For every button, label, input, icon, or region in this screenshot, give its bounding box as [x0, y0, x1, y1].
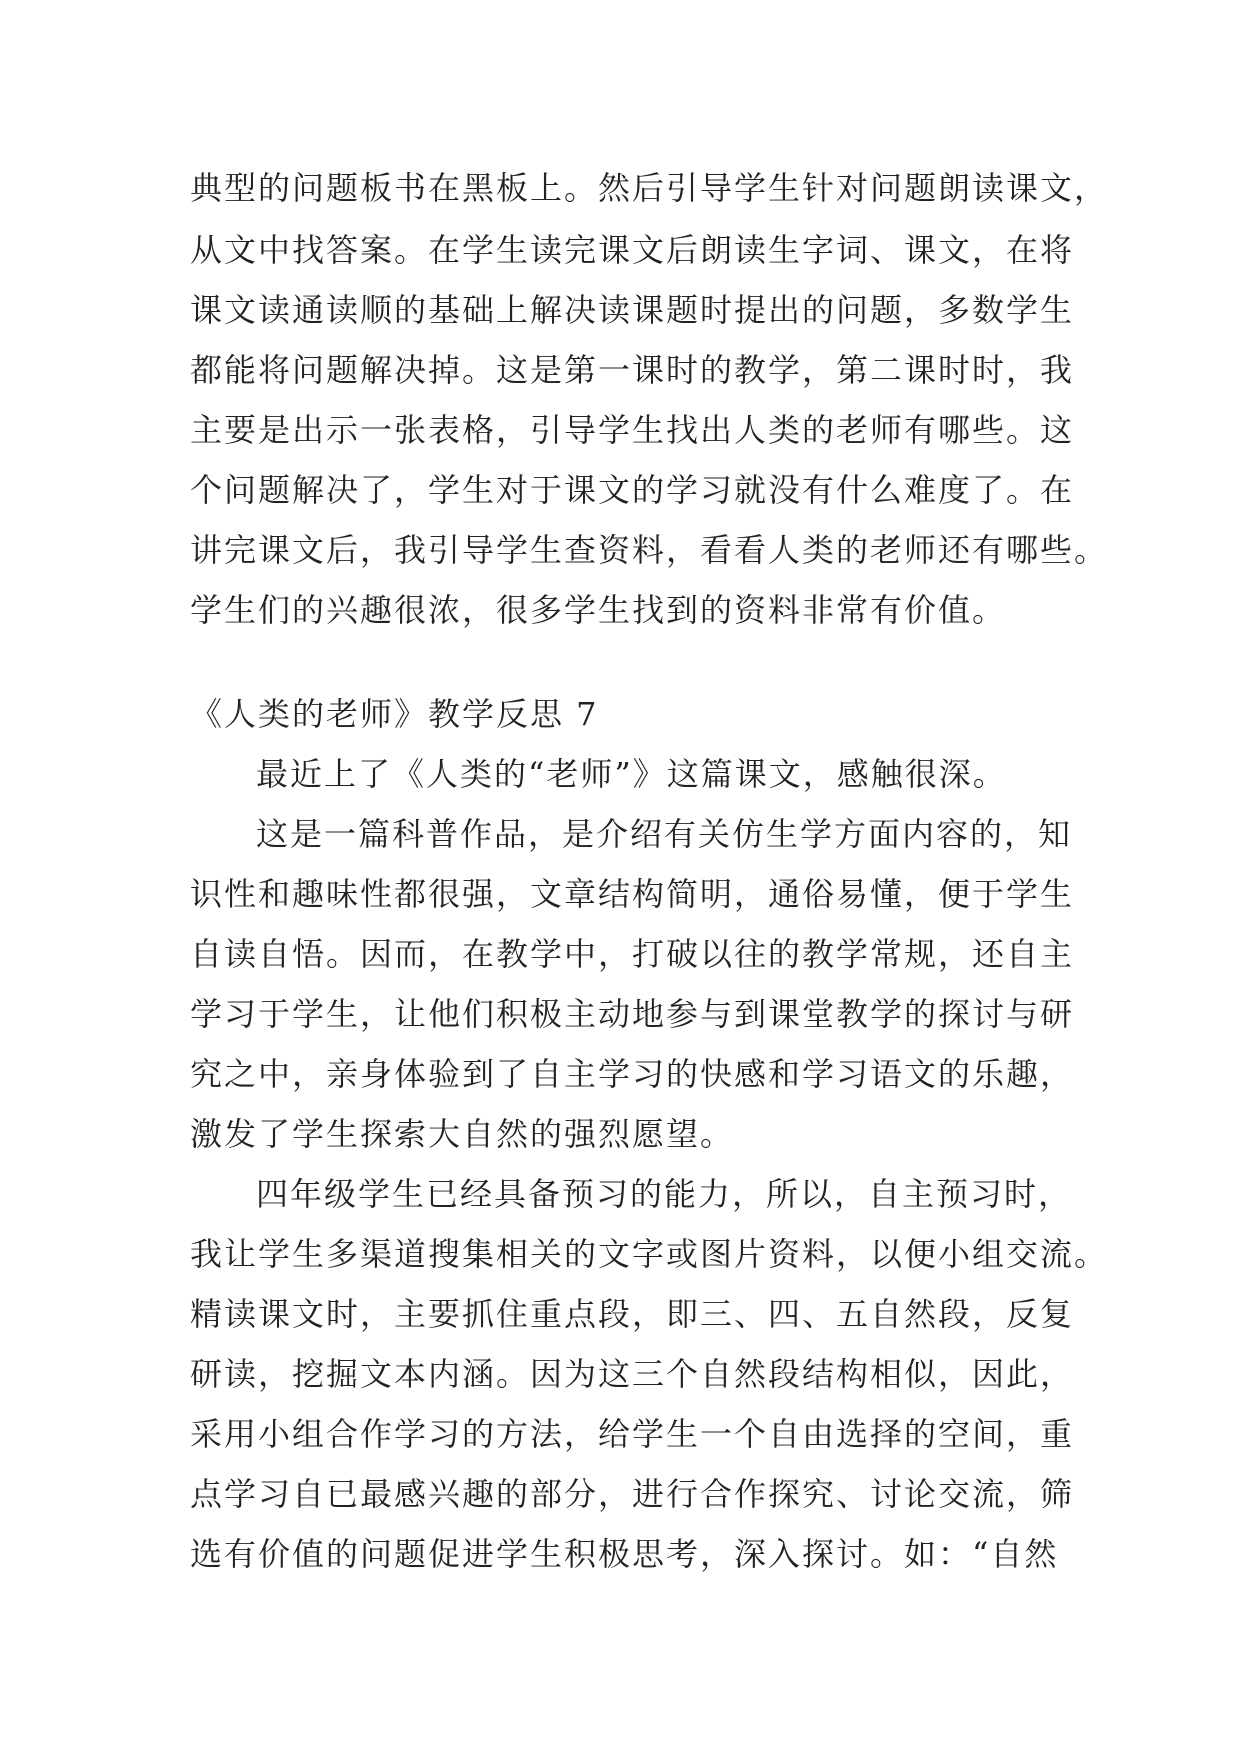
section-heading: 《人类的老师》教学反思 7: [190, 695, 599, 733]
text-line: 讲完课文后，我引导学生查资料，看看人类的老师还有哪些。: [190, 531, 1109, 569]
text-line: 学习于学生，让他们积极主动地参与到课堂教学的探讨与研: [190, 995, 1075, 1033]
text-line: 采用小组合作学习的方法，给学生一个自由选择的空间，重: [190, 1415, 1075, 1453]
text-line: 究之中，亲身体验到了自主学习的快感和学习语文的乐趣，: [190, 1055, 1075, 1093]
text-line: 从文中找答案。在学生读完课文后朗读生字词、课文，在将: [190, 231, 1075, 269]
text-line: 都能将问题解决掉。这是第一课时的教学，第二课时时，我: [190, 351, 1075, 389]
text-line: 我让学生多渠道搜集相关的文字或图片资料，以便小组交流。: [190, 1235, 1109, 1273]
text-line: 个问题解决了，学生对于课文的学习就没有什么难度了。在: [190, 471, 1075, 509]
text-line: 识性和趣味性都很强，文章结构简明，通俗易懂，便于学生: [190, 875, 1075, 913]
text-line: 研读，挖掘文本内涵。因为这三个自然段结构相似，因此，: [190, 1355, 1075, 1393]
paragraph-start: 最近上了《人类的“老师”》这篇课文，感触很深。: [256, 755, 1007, 793]
text-line: 精读课文时，主要抓住重点段，即三、四、五自然段，反复: [190, 1295, 1075, 1333]
text-line: 自读自悟。因而，在教学中，打破以往的教学常规，还自主: [190, 935, 1075, 973]
text-line: 激发了学生探索大自然的强烈愿望。: [190, 1115, 735, 1153]
text-line: 典型的问题板书在黑板上。然后引导学生针对问题朗读课文，: [190, 169, 1109, 207]
paragraph-start: 四年级学生已经具备预习的能力，所以，自主预习时，: [256, 1175, 1073, 1213]
text-line: 学生们的兴趣很浓，很多学生找到的资料非常有价值。: [190, 591, 1007, 629]
text-line: 课文读通读顺的基础上解决读课题时提出的问题，多数学生: [190, 291, 1075, 329]
text-line: 主要是出示一张表格，引导学生找出人类的老师有哪些。这: [190, 411, 1075, 449]
paragraph-start: 这是一篇科普作品，是介绍有关仿生学方面内容的，知: [256, 815, 1073, 853]
text-line: 选有价值的问题促进学生积极思考，深入探讨。如：“自然: [190, 1535, 1059, 1573]
text-line: 点学习自已最感兴趣的部分，进行合作探究、讨论交流，筛: [190, 1475, 1075, 1513]
